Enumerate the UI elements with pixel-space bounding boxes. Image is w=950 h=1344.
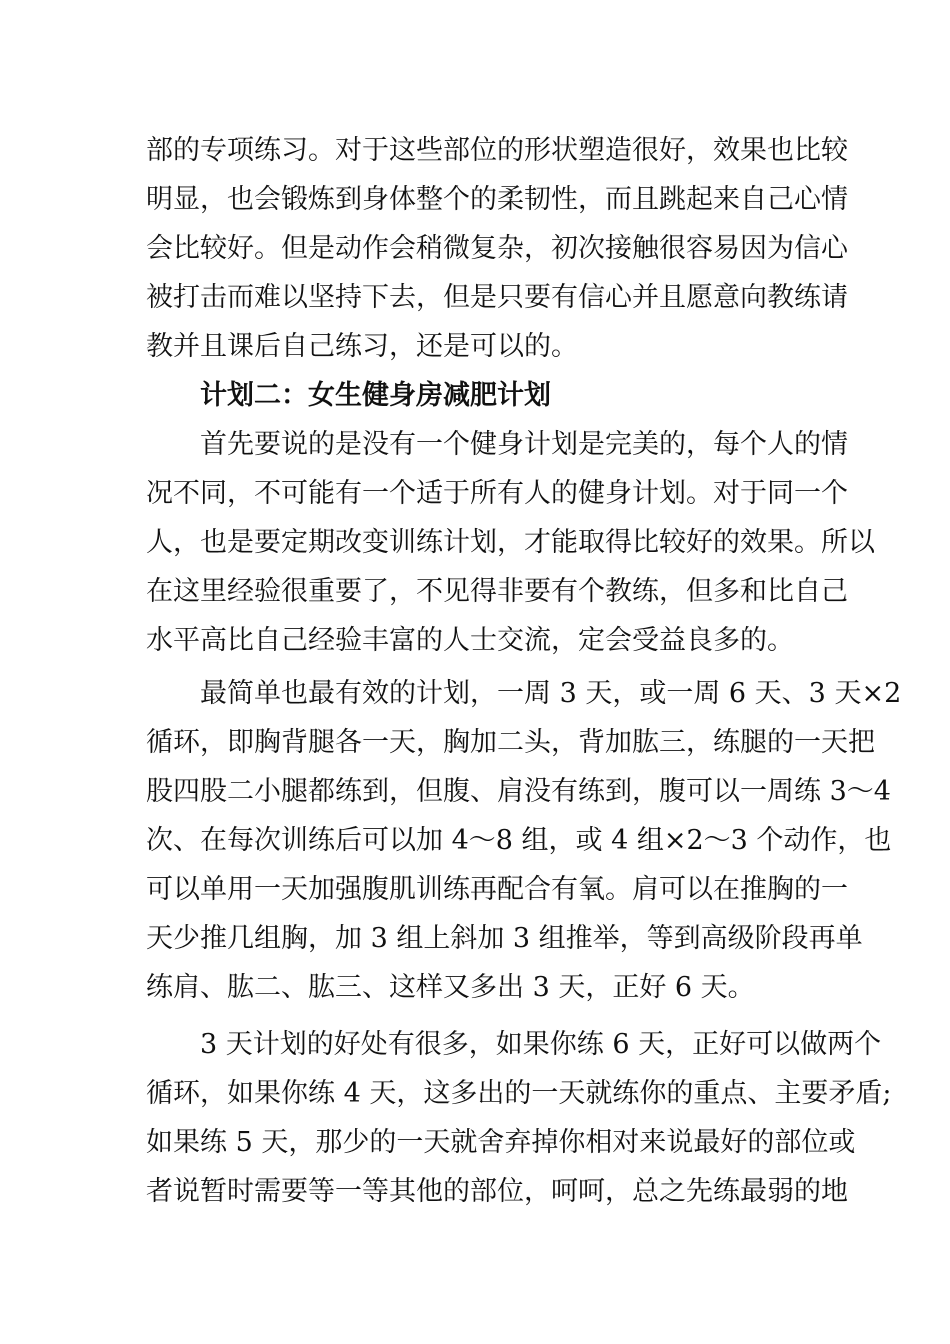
- paragraph-line: 3 天计划的好处有很多，如果你练 6 天，正好可以做两个: [200, 1029, 882, 1060]
- paragraph-line: 如果练 5 天，那少的一天就舍弃掉你相对来说最好的部位或: [146, 1127, 856, 1158]
- paragraph-line: 次、在每次训练后可以加 4～8 组，或 4 组×2～3 个动作，也: [146, 825, 892, 856]
- paragraph-line: 会比较好。但是动作会稍微复杂，初次接触很容易因为信心: [146, 233, 848, 264]
- paragraph-line: 人，也是要定期改变训练计划，才能取得比较好的效果。所以: [146, 527, 875, 558]
- paragraph-line: 练肩、肱二、肱三、这样又多出 3 天，正好 6 天。: [146, 972, 755, 1003]
- paragraph-line: 循环，如果你练 4 天，这多出的一天就练你的重点、主要矛盾;: [146, 1078, 892, 1109]
- paragraph-line: 者说暂时需要等一等其他的部位，呵呵，总之先练最弱的地: [146, 1176, 848, 1207]
- paragraph-line: 首先要说的是没有一个健身计划是完美的，每个人的情: [200, 429, 848, 460]
- paragraph-line: 明显，也会锻炼到身体整个的柔韧性，而且跳起来自己心情: [146, 184, 848, 215]
- paragraph-line: 教并且课后自己练习，还是可以的。: [146, 331, 578, 362]
- paragraph-line: 最简单也最有效的计划，一周 3 天，或一周 6 天、3 天×2: [200, 678, 902, 709]
- paragraph-line: 部的专项练习。对于这些部位的形状塑造很好，效果也比较: [146, 135, 848, 166]
- paragraph-line: 在这里经验很重要了，不见得非要有个教练，但多和比自己: [146, 576, 848, 607]
- paragraph-line: 股四股二小腿都练到，但腹、肩没有练到，腹可以一周练 3～4: [146, 776, 891, 807]
- paragraph-line: 况不同，不可能有一个适于所有人的健身计划。对于同一个: [146, 478, 848, 509]
- paragraph-line: 水平高比自己经验丰富的人士交流，定会受益良多的。: [146, 625, 794, 656]
- section-heading: 计划二：女生健身房减肥计划: [200, 380, 551, 411]
- paragraph-line: 被打击而难以坚持下去，但是只要有信心并且愿意向教练请: [146, 282, 848, 313]
- paragraph-line: 可以单用一天加强腹肌训练再配合有氧。肩可以在推胸的一: [146, 874, 848, 905]
- paragraph-line: 天少推几组胸，加 3 组上斜加 3 组推举，等到高级阶段再单: [146, 923, 863, 954]
- paragraph-line: 循环，即胸背腿各一天，胸加二头，背加肱三，练腿的一天把: [146, 727, 875, 758]
